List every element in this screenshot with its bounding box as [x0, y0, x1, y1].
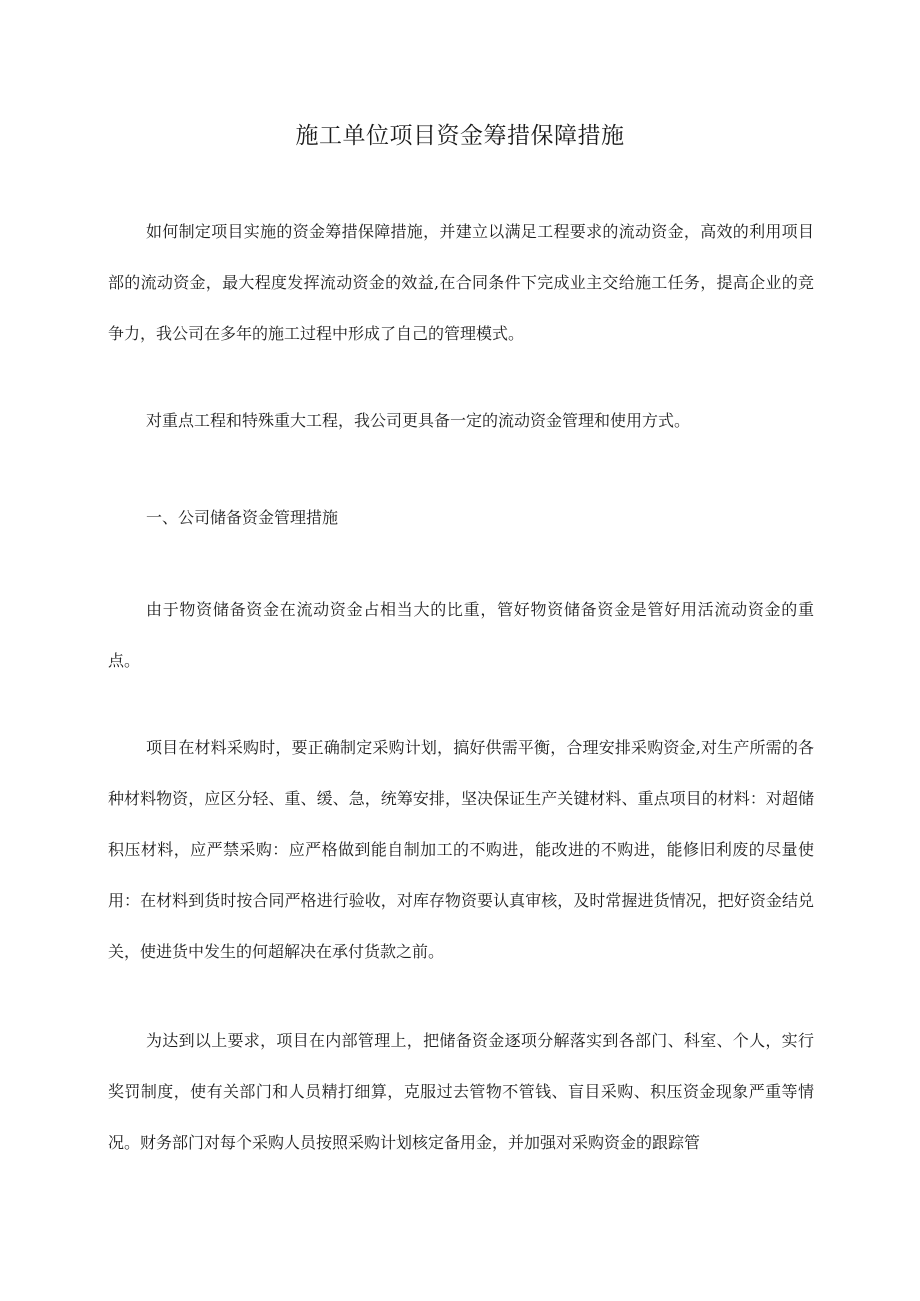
- paragraph-reserve-importance: 由于物资储备资金在流动资金占相当大的比重，管好物资储备资金是管好用活流动资金的重点。: [108, 600, 814, 670]
- paragraph-key-projects: 对重点工程和特殊重大工程，我公司更具备一定的流动资金管理和使用方式。: [146, 411, 691, 430]
- paragraph-procurement: 项目在材料采购时，要正确制定采购计划，搞好供需平衡，合理安排采购资金,对生产所需的各种材料物资，应区分轻、重、缓、急，统筹安排，坚决保证生产关键材料、重点项目的材料：对超储积压材料，应严禁采购：应严格做到能自制加工的不购进，能改进的不购进，能修旧利废的尽量使用：在材料到货时按合同严格进行验收，对库存物资要认真审核，及时常握进货情况，把好资金结兑关，使进货中发生的何超解决在承付货款之前。: [108, 738, 814, 961]
- document-title: 施工单位项目资金筹措保障措施: [295, 123, 625, 149]
- section-heading-reserve-funds: 一、公司储备资金管理措施: [146, 508, 339, 527]
- paragraph-intro: 如何制定项目实施的资金筹措保障措施，并建立以满足工程要求的流动资金，高效的利用项目部的流动资金，最大程度发挥流动资金的效益,在合同条件下完成业主交给施工任务，提高企业的竞争力，我公司在多年的施工过程中形成了自己的管理模式。: [108, 222, 814, 343]
- paragraph-internal-management: 为达到以上要求，项目在内部管理上，把储备资金逐项分解落实到各部门、科室、个人，实行奖罚制度，使有关部门和人员精打细算，克服过去管物不管钱、盲目采购、积压资金现象严重等情况。财务部门对每个采购人员按照采购计划核定备用金，并加强对采购资金的跟踪管: [108, 1031, 814, 1152]
